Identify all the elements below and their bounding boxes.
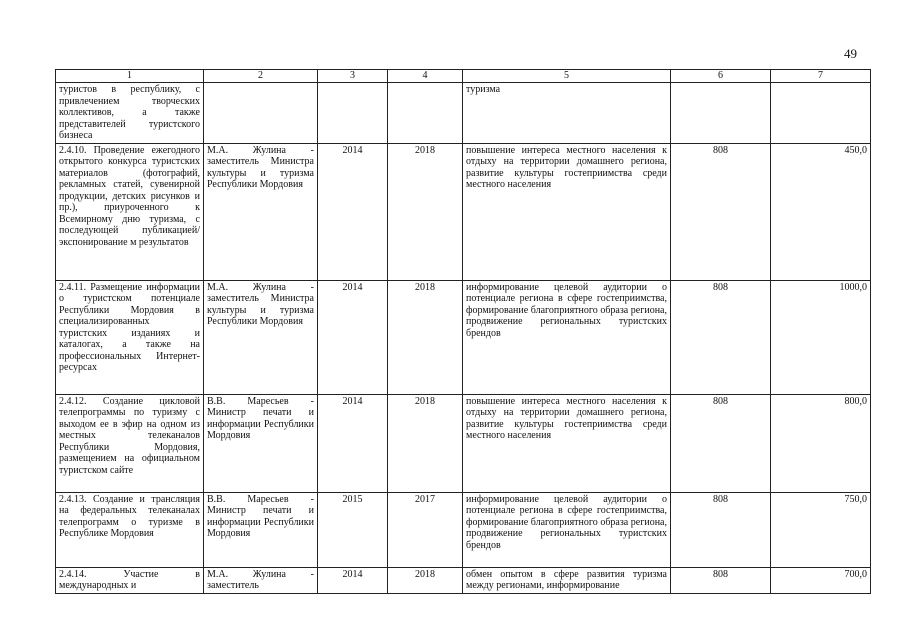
- end-year-cell: [388, 83, 463, 144]
- activity-cell: 2.4.14. Участие в международных и: [56, 567, 204, 593]
- amount-cell: 450,0: [771, 143, 871, 280]
- column-header: 6: [671, 70, 771, 83]
- column-header: 4: [388, 70, 463, 83]
- amount-cell: 1000,0: [771, 280, 871, 394]
- responsible-cell: В.В. Маресьев - Министр печати и информации Республики Мордовия: [204, 492, 318, 567]
- table-row: [56, 83, 871, 144]
- result-cell: обмен опытом в сфере развития туризма между регионами, информирование: [463, 567, 671, 593]
- table-row: [56, 492, 871, 567]
- end-year-cell: 2018: [388, 280, 463, 394]
- activity-cell: 2.4.10. Проведение ежегодного открытого конкурса туристских материалов (фотографий, рекламных статей, сувенирной продукции, детских рисунков и пр.), приуроченного к Всемирному дню туризма, с последующей публикацией/экспонирование м результатов: [56, 143, 204, 280]
- table-row: [56, 143, 871, 280]
- column-header: 1: [56, 70, 204, 83]
- result-cell: повышение интереса местного населения к отдыху на территории домашнего региона, развитие культуры гостеприимства среди местного населения: [463, 143, 671, 280]
- activity-cell: 2.4.13. Создание и трансляция на федеральных телеканалах телепрограмм о туризме в Республике Мордовия: [56, 492, 204, 567]
- column-header: 5: [463, 70, 671, 83]
- column-header: 3: [318, 70, 388, 83]
- result-cell: информирование целевой аудитории о потенциале региона в сфере гостеприимства, формирование благоприятного образа региона, продвижение региональных туристских брендов: [463, 492, 671, 567]
- result-cell: информирование целевой аудитории о потенциале региона в сфере гостеприимства, формирование благоприятного образа региона, продвижение региональных туристских брендов: [463, 280, 671, 394]
- responsible-cell: М.А. Жулина - заместитель Министра культуры и туризма Республики Мордовия: [204, 143, 318, 280]
- table-row: [56, 394, 871, 492]
- start-year-cell: 2015: [318, 492, 388, 567]
- code-cell: 808: [671, 492, 771, 567]
- column-header: 2: [204, 70, 318, 83]
- amount-cell: 800,0: [771, 394, 871, 492]
- amount-cell: [771, 83, 871, 144]
- table-row: [56, 280, 871, 394]
- code-cell: 808: [671, 143, 771, 280]
- end-year-cell: 2018: [388, 143, 463, 280]
- result-cell: повышение интереса местного населения к отдыху на территории домашнего региона, развитие культуры гостеприимства среди местного населения: [463, 394, 671, 492]
- code-cell: 808: [671, 567, 771, 593]
- responsible-cell: [204, 83, 318, 144]
- code-cell: 808: [671, 394, 771, 492]
- column-header: 7: [771, 70, 871, 83]
- page-number: 49: [844, 46, 857, 61]
- start-year-cell: [318, 83, 388, 144]
- end-year-cell: 2018: [388, 567, 463, 593]
- table-header-row: [56, 70, 871, 83]
- start-year-cell: 2014: [318, 280, 388, 394]
- responsible-cell: М.А. Жулина - заместитель: [204, 567, 318, 593]
- responsible-cell: В.В. Маресьев - Министр печати и информации Республики Мордовия: [204, 394, 318, 492]
- code-cell: [671, 83, 771, 144]
- activity-cell: туристов в республику, с привлечением творческих коллективов, а также представителей туристского бизнеса: [56, 83, 204, 144]
- start-year-cell: 2014: [318, 143, 388, 280]
- end-year-cell: 2018: [388, 394, 463, 492]
- start-year-cell: 2014: [318, 394, 388, 492]
- activity-cell: 2.4.11. Размещение информации о туристском потенциале Республики Мордовия в специализированных туристских изданиях и каталогах, а также на профессиональных Интернет-ресурсах: [56, 280, 204, 394]
- start-year-cell: 2014: [318, 567, 388, 593]
- amount-cell: 750,0: [771, 492, 871, 567]
- activities-table: [55, 69, 871, 594]
- amount-cell: 700,0: [771, 567, 871, 593]
- end-year-cell: 2017: [388, 492, 463, 567]
- result-cell: туризма: [463, 83, 671, 144]
- responsible-cell: М.А. Жулина - заместитель Министра культуры и туризма Республики Мордовия: [204, 280, 318, 394]
- table-row: [56, 567, 871, 593]
- code-cell: 808: [671, 280, 771, 394]
- activity-cell: 2.4.12. Создание цикловой телепрограммы по туризму с выходом ее в эфир на одном из местных телеканалов Республики Мордовия, размещением на официальном туристском сайте: [56, 394, 204, 492]
